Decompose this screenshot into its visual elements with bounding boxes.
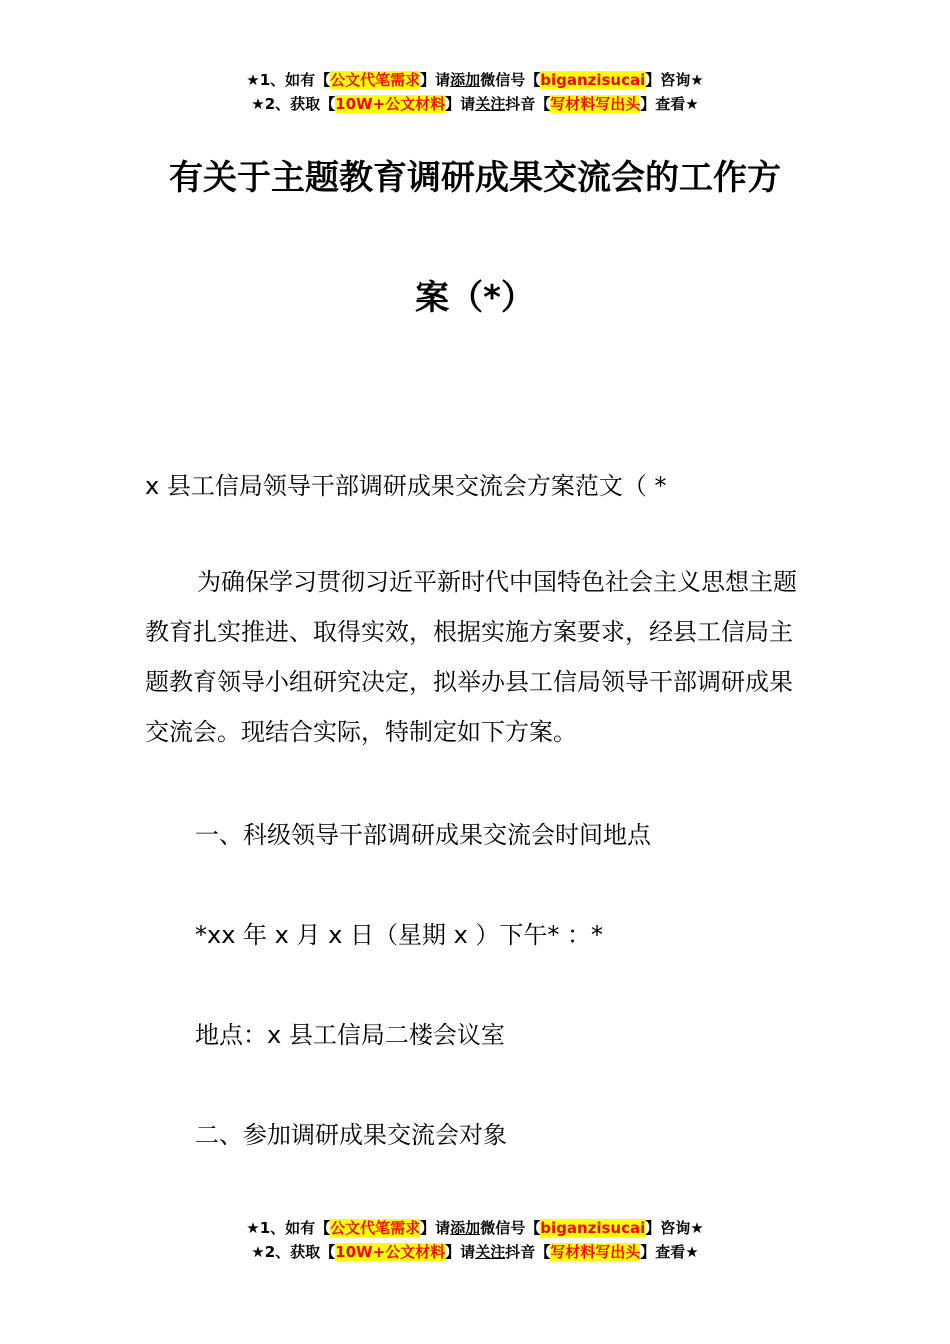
meeting-location: 地点：x 县工信局二楼会议室 (195, 1021, 505, 1049)
header-banner (0, 68, 950, 116)
highlight-materials: 10W+公文材料 (335, 95, 446, 113)
banner-line-2: ★2、获取【10W+公文材料】请关注抖音【写材料写出头】查看★ (251, 1243, 699, 1261)
highlight-wechat-id: biganzisucai (540, 71, 646, 89)
meeting-time: *xx 年 x 月 x 日（星期 x ）下午* ：* (195, 921, 604, 949)
star-icon: ★ (685, 95, 699, 113)
banner-line-1: ★1、如有【公文代笔需求】请添加微信号【biganzisucai】咨询★ (246, 71, 704, 89)
star-icon: ★ (251, 1243, 265, 1261)
highlight-wechat-id: biganzisucai (540, 1219, 646, 1237)
star-icon: ★ (690, 1219, 704, 1237)
highlight-materials: 10W+公文材料 (335, 1243, 446, 1261)
intro-paragraph: 为确保学习贯彻习近平新时代中国特色社会主义思想主题教育扎实推进、取得实效，根据实施方案要求，经县工信局主题教育领导小组研究决定，拟举办县工信局领导干部调研成果交流会。现结合实际，特制定如下方案。 (145, 568, 797, 746)
star-icon: ★ (246, 71, 260, 89)
document-title-line-1: 有关于主题教育调研成果交流会的工作方 (169, 158, 781, 198)
star-icon: ★ (251, 95, 265, 113)
highlight-douyin-account: 写材料写出头 (550, 95, 641, 113)
star-icon: ★ (685, 1243, 699, 1261)
highlight-douyin-account: 写材料写出头 (550, 1243, 641, 1261)
footer-banner (0, 1216, 950, 1264)
star-icon: ★ (690, 71, 704, 89)
banner-line-2: ★2、获取【10W+公文材料】请关注抖音【写材料写出头】查看★ (251, 95, 699, 113)
highlight-writing-service: 公文代笔需求 (330, 1219, 421, 1237)
section-2-heading: 二、参加调研成果交流会对象 (195, 1121, 507, 1149)
banner-line-1: ★1、如有【公文代笔需求】请添加微信号【biganzisucai】咨询★ (246, 1219, 704, 1237)
document-title-line-2: 案（*） (415, 278, 535, 318)
document-subtitle: x 县工信局领导干部调研成果交流会方案范文（ * (145, 472, 667, 500)
section-1-heading: 一、科级领导干部调研成果交流会时间地点 (195, 821, 651, 849)
star-icon: ★ (246, 1219, 260, 1237)
highlight-writing-service: 公文代笔需求 (330, 71, 421, 89)
